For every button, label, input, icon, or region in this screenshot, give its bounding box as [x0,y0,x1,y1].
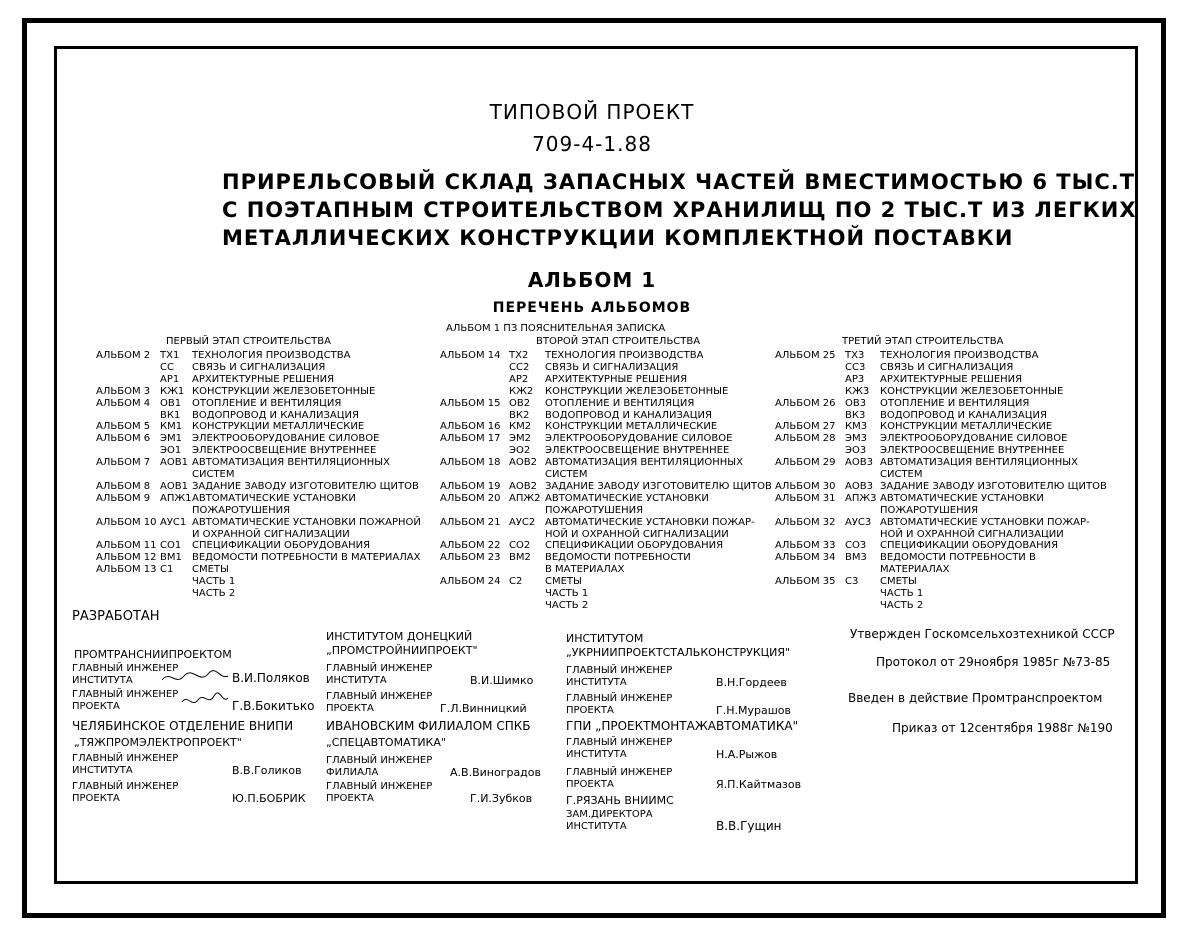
album-number: АЛЬБОМ 6 [96,433,151,445]
album-code: ОВ3 [845,397,867,409]
signature-2 [180,692,230,710]
album-name: АВТОМАТИЧЕСКИЕ УСТАНОВКИ ПОЖАРНОЙ [192,516,421,528]
dev2-r4b: ПРОЕКТА [326,793,374,804]
album-code: АОВ1 [160,480,188,492]
album-name: ЗАДАНИЕ ЗАВОДУ ИЗГОТОВИТЕЛЮ ЩИТОВ [880,480,1107,492]
album-code: ЭО2 [509,445,531,457]
dev1-r3n: В.В.Голиков [232,764,302,777]
dev2-r1a: ГЛАВНЫЙ ИНЖЕНЕР [326,663,433,674]
album-number: АЛЬБОМ 9 [96,492,151,504]
dev1-r1n: В.И.Поляков [232,671,310,685]
album-code: АПЖ1 [160,492,192,504]
album-number: АЛЬБОМ 34 [775,552,836,564]
album-code: ВМ1 [160,552,182,564]
album-name: НОЙ И ОХРАННОЙ СИГНАЛИЗАЦИИ [880,528,1064,540]
album-number: АЛЬБОМ 4 [96,397,151,409]
album-name: СПЕЦИФИКАЦИИ ОБОРУДОВАНИЯ [545,540,724,552]
dev3-r4n: Я.П.Кайтмазов [716,778,802,791]
album-name: ЧАСТЬ 1 [192,576,236,588]
album-number: АЛЬБОМ 11 [96,540,157,552]
approval-2: Протокол от 29ноября 1985г №73-85 [876,655,1111,669]
album-code: ЭО3 [845,445,867,457]
album-code: АОВ3 [845,480,873,492]
album-name: СМЕТЫ [192,564,229,576]
album-number: АЛЬБОМ 14 [440,350,501,361]
album-number: АЛЬБОМ 24 [440,576,501,588]
album-code: СС2 [509,361,530,373]
album-number: АЛЬБОМ 20 [440,492,501,504]
dev3-org2: ГПИ „ПРОЕКТМОНТАЖАВТОМАТИКА" [566,719,799,733]
album-number: АЛЬБОМ 21 [440,516,501,528]
album-number: АЛЬБОМ 22 [440,540,501,552]
project-title-line-3: МЕТАЛЛИЧЕСКИХ КОНСТРУКЦИИ КОМПЛЕКТНОЙ ПОСТАВКИ [222,226,1014,250]
album-number: АЛЬБОМ 19 [440,480,501,492]
album-code: ВК2 [509,409,530,421]
album-1-entry: АЛЬБОМ 1 ПЗ ПОЯСНИТЕЛЬНАЯ ЗАПИСКА [446,323,666,334]
dev3-r5n: В.В.Гущин [716,819,782,833]
album-code: АОВ1 [160,457,188,469]
album-name: АВТОМАТИЧЕСКИЕ УСТАНОВКИ [545,492,709,504]
album-name: КОНСТРУКЦИИ ЖЕЛЕЗОБЕТОННЫЕ [880,385,1064,397]
project-number: 709-4-1.88 [532,132,652,156]
album-name: СИСТЕМ [880,469,923,480]
album-name: ВОДОПРОВОД И КАНАЛИЗАЦИЯ [880,409,1047,421]
album-name: ЭЛЕКТРООСВЕЩЕНИЕ ВНУТРЕННЕЕ [545,445,730,457]
album-name: СВЯЗЬ И СИГНАЛИЗАЦИЯ [192,361,326,373]
album-code: С3 [845,576,859,588]
album-name: ЗАДАНИЕ ЗАВОДУ ИЗГОТОВИТЕЛЮ ЩИТОВ [545,480,772,492]
album-code: СО3 [845,540,867,552]
album-name: ЭЛЕКТРООБОРУДОВАНИЕ СИЛОВОЕ [192,433,380,445]
album-name: СПЕЦИФИКАЦИИ ОБОРУДОВАНИЯ [880,540,1059,552]
album-code: ТХ3 [845,350,865,361]
album-name: АРХИТЕКТУРНЫЕ РЕШЕНИЯ [545,373,688,385]
dev2-r3b: ФИЛИАЛА [326,767,379,778]
album-name: ВЕДОМОСТИ ПОТРЕБНОСТИ В [880,552,1036,564]
album-name: ПОЖАРОТУШЕНИЯ [192,504,291,516]
album-number: АЛЬБОМ 28 [775,433,836,445]
dev3-r4b: ПРОЕКТА [566,779,614,790]
album-name: ЭЛЕКТРООСВЕЩЕНИЕ ВНУТРЕННЕЕ [880,445,1065,457]
dev3-r5b: ИНСТИТУТА [566,821,627,832]
dev1-r1b: ИНСТИТУТА [72,675,133,686]
dev2-org: ИНСТИТУТОМ ДОНЕЦКИЙ [326,630,473,643]
album-name: СИСТЕМ [545,469,588,480]
album-code: ВК3 [845,409,866,421]
dev3-r3n: Н.А.Рыжов [716,748,778,761]
album-name: АВТОМАТИЗАЦИЯ ВЕНТИЛЯЦИОННЫХ [880,457,1078,469]
album-code: АОВ2 [509,480,537,492]
album-name: ТЕХНОЛОГИЯ ПРОИЗВОДСТВА [192,350,351,361]
album-name: ЭЛЕКТРООСВЕЩЕНИЕ ВНУТРЕННЕЕ [192,445,377,457]
album-name: АВТОМАТИЧЕСКИЕ УСТАНОВКИ [192,492,356,504]
album-number: АЛЬБОМ 29 [775,457,836,469]
album-code: КЖ2 [509,385,534,397]
album-name: ЧАСТЬ 1 [880,588,924,599]
album-code: ЭМ1 [160,433,182,445]
album-name: ЧАСТЬ 1 [545,588,589,599]
album-name: ТЕХНОЛОГИЯ ПРОИЗВОДСТВА [545,350,704,361]
album-name: СВЯЗЬ И СИГНАЛИЗАЦИЯ [545,361,679,373]
album-code: ЭМ3 [845,433,867,445]
album-number: АЛЬБОМ 8 [96,480,151,492]
album-name: СМЕТЫ [880,576,917,588]
approval-4: Приказ от 12сентября 1988г №190 [892,721,1113,735]
album-name: СПЕЦИФИКАЦИИ ОБОРУДОВАНИЯ [192,540,371,552]
album-name: АВТОМАТИЗАЦИЯ ВЕНТИЛЯЦИОННЫХ [545,457,743,469]
dev3-r3b: ИНСТИТУТА [566,749,627,760]
album-code: АР3 [845,373,865,385]
album-name: КОНСТРУКЦИИ ЖЕЛЕЗОБЕТОННЫЕ [192,385,376,397]
album-number: АЛЬБОМ 26 [775,397,836,409]
album-code: АПЖ2 [509,492,541,504]
album-name: ЧАСТЬ 2 [880,599,924,611]
album-name: ВОДОПРОВОД И КАНАЛИЗАЦИЯ [545,409,712,421]
dev2-r1n: В.И.Шимко [470,674,534,687]
album-code: ЭМ2 [509,433,531,445]
approval-1: Утвержден Госкомсельхозтехникой СССР [850,627,1115,641]
dev2-org2: ИВАНОВСКИМ ФИЛИАЛОМ СПКБ [326,719,531,733]
album-code: СО2 [509,540,531,552]
signature-1 [160,668,230,688]
album-code: ОВ1 [160,397,182,409]
album-name: ОТОПЛЕНИЕ И ВЕНТИЛЯЦИЯ [545,397,695,409]
album-number: АЛЬБОМ 13 [96,564,157,576]
dev1-r1a: ГЛАВНЫЙ ИНЖЕНЕР [72,663,179,674]
album-code: С1 [160,564,174,576]
album-name: КОНСТРУКЦИИ ЖЕЛЕЗОБЕТОННЫЕ [545,385,729,397]
dev3-r5a: ЗАМ.ДИРЕКТОРА [566,809,653,820]
album-name: КОНСТРУКЦИИ МЕТАЛЛИЧЕСКИЕ [192,421,365,433]
project-title-line-2: С ПОЭТАПНЫМ СТРОИТЕЛЬСТВОМ ХРАНИЛИЩ ПО 2 ТЫС.Т ИЗ ЛЕГКИХ [222,198,1137,222]
album-number: АЛЬБОМ 32 [775,516,836,528]
dev1-org: ПРОМТРАНСНИИПРОЕКТОМ [74,648,232,661]
album-name: ТЕХНОЛОГИЯ ПРОИЗВОДСТВА [880,350,1039,361]
album-number: АЛЬБОМ 18 [440,457,501,469]
approval-3: Введен в действие Промтранспроектом [848,691,1103,705]
album-code: АПЖ3 [845,492,877,504]
dev1-r2a: ГЛАВНЫЙ ИНЖЕНЕР [72,689,179,700]
dev2-r4n: Г.И.Зубков [470,792,533,805]
album-number: АЛЬБОМ 3 [96,385,151,397]
album-number: АЛЬБОМ 27 [775,421,836,433]
dev1-org2: ЧЕЛЯБИНСКОЕ ОТДЕЛЕНИЕ ВНИПИ [72,719,294,733]
album-name: ОТОПЛЕНИЕ И ВЕНТИЛЯЦИЯ [192,397,342,409]
dev2-r3a: ГЛАВНЫЙ ИНЖЕНЕР [326,755,433,766]
album-number: АЛЬБОМ 25 [775,350,836,361]
album-code: КМ3 [845,421,868,433]
project-title-line-1: ПРИРЕЛЬСОВЫЙ СКЛАД ЗАПАСНЫХ ЧАСТЕЙ ВМЕСТИМОСТЬЮ 6 ТЫС.Т [222,170,1136,194]
album-code: ВМ2 [509,552,531,564]
dev2-r2b: ПРОЕКТА [326,703,374,714]
stage-title: ВТОРОЙ ЭТАП СТРОИТЕЛЬСТВА [536,336,701,347]
list-title: ПЕРЕЧЕНЬ АЛЬБОМОВ [492,300,692,316]
album-name: АВТОМАТИЧЕСКИЕ УСТАНОВКИ ПОЖАР- [880,516,1090,528]
album-name: ЗАДАНИЕ ЗАВОДУ ИЗГОТОВИТЕЛЮ ЩИТОВ [192,480,419,492]
album-code: АУС3 [845,516,872,528]
album-name: КОНСТРУКЦИИ МЕТАЛЛИЧЕСКИЕ [880,421,1053,433]
album-name: И ОХРАННОЙ СИГНАЛИЗАЦИИ [192,528,350,540]
stage-title: ПЕРВЫЙ ЭТАП СТРОИТЕЛЬСТВА [166,336,331,347]
dev3-r4a: ГЛАВНЫЙ ИНЖЕНЕР [566,767,673,778]
dev1-r2n: Г.В.Бокитько [232,699,315,713]
album-code: ЭО1 [160,445,182,457]
album-name: МАТЕРИАЛАХ [880,564,950,576]
album-code: С2 [509,576,523,588]
album-number: АЛЬБОМ 17 [440,433,501,445]
album-code: ВМ3 [845,552,867,564]
album-name: ВЕДОМОСТИ ПОТРЕБНОСТИ [545,552,691,564]
album-name: АРХИТЕКТУРНЫЕ РЕШЕНИЯ [880,373,1023,385]
dev1-r2b: ПРОЕКТА [72,701,120,712]
album-code: ТХ2 [509,350,529,361]
album-code: КМ2 [509,421,532,433]
dev2-org2b: „СПЕЦАВТОМАТИКА" [326,736,446,749]
album-number: АЛЬБОМ 15 [440,397,501,409]
dev2-r2a: ГЛАВНЫЙ ИНЖЕНЕР [326,691,433,702]
dev2-orgb: „ПРОМСТРОЙНИИПРОЕКТ" [326,644,478,657]
album-number: АЛЬБОМ 33 [775,540,836,552]
album-name: АВТОМАТИЧЕСКИЕ УСТАНОВКИ ПОЖАР- [545,516,755,528]
album-code: АУС1 [160,516,187,528]
album-code: ОВ2 [509,397,531,409]
dev3-r2n: Г.Н.Мурашов [716,704,791,717]
dev3-r2b: ПРОЕКТА [566,705,614,716]
developed-label: РАЗРАБОТАН [72,609,160,624]
album-name: ЭЛЕКТРООБОРУДОВАНИЕ СИЛОВОЕ [545,433,733,445]
album-number: АЛЬБОМ 16 [440,421,501,433]
album-name: ПОЖАРОТУШЕНИЯ [880,504,979,516]
album-code: АОВ3 [845,457,873,469]
dev2-r3n: А.В.Виноградов [450,766,542,779]
album-number: АЛЬБОМ 35 [775,576,836,588]
dev1-r3b: ИНСТИТУТА [72,765,133,776]
album-code: СС3 [845,361,866,373]
dev1-r3a: ГЛАВНЫЙ ИНЖЕНЕР [72,753,179,764]
album-name: СИСТЕМ [192,469,235,480]
album-code: КЖ3 [845,385,870,397]
album-code: АОВ2 [509,457,537,469]
album-number: АЛЬБОМ 5 [96,421,151,433]
dev2-r2n: Г.Л.Винницкий [440,702,527,715]
dev3-org: ИНСТИТУТОМ [566,632,644,645]
album-code: КЖ1 [160,385,185,397]
dev3-orgb: „УКРНИИПРОЕКТСТАЛЬКОНСТРУКЦИЯ" [566,646,791,659]
album-name: СМЕТЫ [545,576,582,588]
album-code: СС [160,361,174,373]
album-name: ВОДОПРОВОД И КАНАЛИЗАЦИЯ [192,409,359,421]
album-code: КМ1 [160,421,183,433]
album-name: АВТОМАТИЗАЦИЯ ВЕНТИЛЯЦИОННЫХ [192,457,390,469]
dev2-r4a: ГЛАВНЫЙ ИНЖЕНЕР [326,781,433,792]
album-name: ЧАСТЬ 2 [545,599,589,611]
album-name: НОЙ И ОХРАННОЙ СИГНАЛИЗАЦИИ [545,528,729,540]
album-code: АР2 [509,373,529,385]
album-code: АР1 [160,373,180,385]
dev3-r3a: ГЛАВНЫЙ ИНЖЕНЕР [566,737,673,748]
dev1-r4n: Ю.П.БОБРИК [232,792,306,805]
album-code: ТХ1 [160,350,180,361]
album-name: АВТОМАТИЧЕСКИЕ УСТАНОВКИ [880,492,1044,504]
dev1-org2b: „ТЯЖПРОМЭЛЕКТРОПРОЕКТ" [74,736,242,749]
album-code: АУС2 [509,516,536,528]
dev1-r4b: ПРОЕКТА [72,793,120,804]
album-name: ОТОПЛЕНИЕ И ВЕНТИЛЯЦИЯ [880,397,1030,409]
dev3-org3: Г.РЯЗАНЬ ВНИИМС [566,794,674,807]
dev2-r1b: ИНСТИТУТА [326,675,387,686]
album-title: АЛЬБОМ 1 [527,268,657,292]
album-name: ЭЛЕКТРООБОРУДОВАНИЕ СИЛОВОЕ [880,433,1068,445]
album-code: ВК1 [160,409,181,421]
album-number: АЛЬБОМ 23 [440,552,501,564]
dev3-r1a: ГЛАВНЫЙ ИНЖЕНЕР [566,665,673,676]
album-number: АЛЬБОМ 30 [775,480,836,492]
album-name: СВЯЗЬ И СИГНАЛИЗАЦИЯ [880,361,1014,373]
album-name: ЧАСТЬ 2 [192,588,236,599]
dev3-r2a: ГЛАВНЫЙ ИНЖЕНЕР [566,693,673,704]
dev3-r1n: В.Н.Гордеев [716,676,787,689]
album-number: АЛЬБОМ 12 [96,552,157,564]
album-number: АЛЬБОМ 31 [775,492,836,504]
stage-title: ТРЕТИЙ ЭТАП СТРОИТЕЛЬСТВА [842,336,1004,347]
album-name: АРХИТЕКТУРНЫЕ РЕШЕНИЯ [192,373,335,385]
album-name: ВЕДОМОСТИ ПОТРЕБНОСТИ В МАТЕРИАЛАХ [192,552,421,564]
album-number: АЛЬБОМ 7 [96,457,151,469]
album-name: В МАТЕРИАЛАХ [545,564,625,576]
doc-type: ТИПОВОЙ ПРОЕКТ [489,100,695,124]
dev3-r1b: ИНСТИТУТА [566,677,627,688]
dev1-r4a: ГЛАВНЫЙ ИНЖЕНЕР [72,781,179,792]
album-code: СО1 [160,540,182,552]
album-number: АЛЬБОМ 10 [96,516,157,528]
album-name: ПОЖАРОТУШЕНИЯ [545,504,644,516]
album-number: АЛЬБОМ 2 [96,350,151,361]
album-name: КОНСТРУКЦИИ МЕТАЛЛИЧЕСКИЕ [545,421,718,433]
